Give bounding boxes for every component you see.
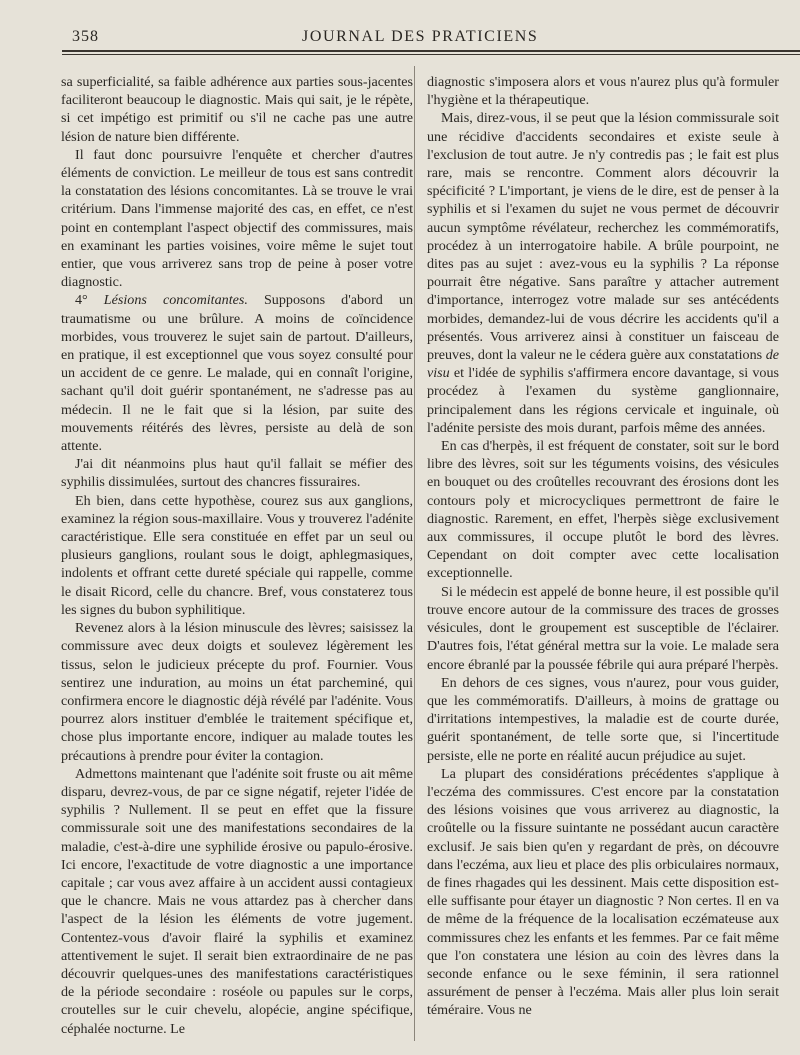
paragraph: diagnostic s'imposera alors et vous n'aurez plus qu'à formuler l'hygiène et la thérapeutique. [427, 74, 779, 109]
latin-phrase: de visu [427, 347, 779, 382]
paragraph: En cas d'herpès, il est fréquent de constater, soit sur le bord libre des lèvres, soit sur les téguments voisins, des vésicules en bouquet ou des croûtelles recouvrant des érosions dont les contours poly et microcycliques permettront de faire le diagnostic. Rarement, en effet, l'herpès siège exclusivement aux commissures, il occupe plutôt le bord des lèvres. Cependant on doit compter avec cette localisation exceptionnelle. [427, 438, 779, 582]
journal-title: JOURNAL DES PRATICIENS [302, 28, 539, 45]
paragraph-body: et l'idée de syphilis s'affirmera encore davantage, si vous procédez à l'examen du système ganglionnaire, principalement dans les régions cervicale et inguinale, où l'adénite persiste des mois durant, parfois même des années. [427, 365, 779, 436]
paragraph: Revenez alors à la lésion minuscule des lèvres; saisissez la commissure avec deux doigts et soulevez légèrement les tissus, selon le judicieux précepte du prof. Fournier. Vous sentirez une induration, au moins un état parcheminé, qui confirmera encore le diagnostic déjà révélé par l'adénite. Vous pourrez alors instituer d'emblée le traitement spécifique et, chose plus importante encore, indiquer au malade toutes les précautions à prendre pour éviter la contagion. [61, 620, 413, 764]
section-number: 4° [75, 292, 88, 309]
paragraph: En dehors de ces signes, vous n'aurez, pour vous guider, que les commémoratifs. D'ailleurs, à moins de grattage ou d'irritations intempestives, la maladie est de courte durée, guérit spontanément, de telle sorte que, si l'incertitude persiste, elle ne porte en réalité aucun préjudice au sujet. [427, 674, 779, 764]
page-number: 358 [72, 28, 99, 45]
left-column [61, 73, 413, 1038]
running-header [72, 24, 800, 50]
paragraph: Admettons maintenant que l'adénite soit fruste ou ait même disparu, devrez-vous, de par ce signe négatif, rejeter l'idée de syphilis ? Nullement. Il se peut en effet que la fissure commissurale soit une des manifestations secondaires de la maladie, c'est-à-dire une syphilide érosive ou papulo-érosive. Ici encore, l'exactitude de votre diagnostic a une importance capitale ; car vous avez affaire à un accident aussi contagieux que le chancre. Mais ne vous attardez pas à chercher dans l'aspect de la lésion les éléments de votre jugement. Contentez-vous d'avoir flairé la syphilis et examinez attentivement le sujet. Il serait bien extraordinaire de ne pas découvrir quelques-unes des manifestations caractéristiques de la période secondaire : roséole ou papules sur le corps, croutelles sur le cuir chevelu, alopécie, angine spécifique, céphalée nocturne. Le [61, 765, 413, 1037]
right-column [427, 73, 779, 1020]
paragraph: Si le médecin est appelé de bonne heure, il est possible qu'il trouve encore autour de la commissure des traces de grosses vésicules, dont le groupement est susceptible de l'éclairer. D'autres fois, l'état général mettra sur la voie. Le malade sera encore ébranlé par la poussée fébrile qui aura préparé l'herpès. [427, 583, 779, 673]
paragraph: La plupart des considérations précédentes s'applique à l'eczéma des commissures. C'est encore par la constatation des lésions voisines que vous arriverez au diagnostic, la croûtelle ou la fissure suintante ne possédant aucun caractère exclusif. Je sais bien qu'en y regardant de près, on découvre dans l'eczéma, aux lieu et place des plis orbiculaires normaux, de fines rhagades qui les dessinent. Mais cette disposition est-elle suffisante pour étayer un diagnostic ? Non certes. Il en va de même de la fréquence de la localisation eczémateuse aux commissures chez les enfants et les femmes. Par ce fait même que l'on constatera une lésion au coin des lèvres dans la seconde enfance ou le sexe féminin, il sera rationnel assurément de penser à l'eczéma. Mais aller plus loin serait téméraire. Vous ne [427, 765, 779, 1019]
paragraph [61, 291, 413, 455]
paragraph: Eh bien, dans cette hypothèse, courez sus aux ganglions, examinez la région sous-maxillaire. Vous y trouverez l'adénite caractéristique. Elle sera constituée en effet par un seul ou plusieurs ganglions, roulant sous le doigt, aphlegmasiques, indolents et offrant cette dureté spéciale qui rappelle, comme le disait Ricord, celle du chancre. Bref, vous constaterez tous les signes du bubon syphilitique. [61, 492, 413, 618]
paragraph: J'ai dit néanmoins plus haut qu'il fallait se méfier des syphilis dissimulées, surtout des chancres fissuraires. [61, 456, 413, 491]
column-divider [414, 66, 415, 1041]
paragraph [427, 109, 779, 437]
header-rule [62, 50, 800, 55]
paragraph: sa superficialité, sa faible adhérence aux parties sous-jacentes faciliteront beaucoup le diagnostic. Mais qui sait, je le répète, si cet impétigo est primitif ou s'il ne cache pas une autre lésion de nature bien différente. [61, 74, 413, 145]
section-title: Lésions concomitantes. [103, 292, 248, 309]
paragraph-body: Mais, direz-vous, il se peut que la lésion commissurale soit une récidive d'accidents secondaires et existe seule à l'exclusion de tout autre. Je n'y contredis pas ; le fait est plus rare, mais se rencontre. Comment alors découvrir la spécificité ? L'important, je viens de le dire, est de penser à la syphilis et si l'examen du sujet ne vous permet de découvrir aucun symptôme révélateur, recherchez les commémoratifs, procédez à un interrogatoire habile. A brûle pourpoint, ne dites pas au sujet : avez-vous eu la syphilis ? La réponse pourrait être négative. Sans paraître y attacher autrement d'importance, interrogez votre malade sur ses antécédents morbides, demandez-lui de vous décrire les accidents qu'il a présentés. Vous arriverez ainsi à constituer un faisceau de preuves, dont la valeur ne le cédera guère aux constatations [427, 110, 779, 364]
paragraph: Il faut donc poursuivre l'enquête et chercher d'autres éléments de conviction. Le meilleur de tous est sans contredit la constatation des lésions concomitantes. Là se trouve le vrai critérium. Dans l'immense majorité des cas, en effet, ce n'est point en contemplant l'aspect objectif des commissures, mais en examinant les parties voisines, voire même le sujet tout entier, que vous arriverez sans trop de peine à poser votre diagnostic. [61, 146, 413, 291]
paragraph-body: Supposons d'abord un traumatisme ou une brûlure. A moins de coïncidence morbides, vous trouverez le sujet sain de partout. D'ailleurs, en pratique, il est exceptionnel que vous soyez consulté pour un accident de ce genre. Le malade, qui en connaît l'origine, sachant qu'il doit guérir spontanément, ne s'adresse pas au médecin. Il ne le fait que si la lésion, par suite des mouvements réitérés des lèvres, persiste au delà de son attente. [61, 292, 413, 455]
